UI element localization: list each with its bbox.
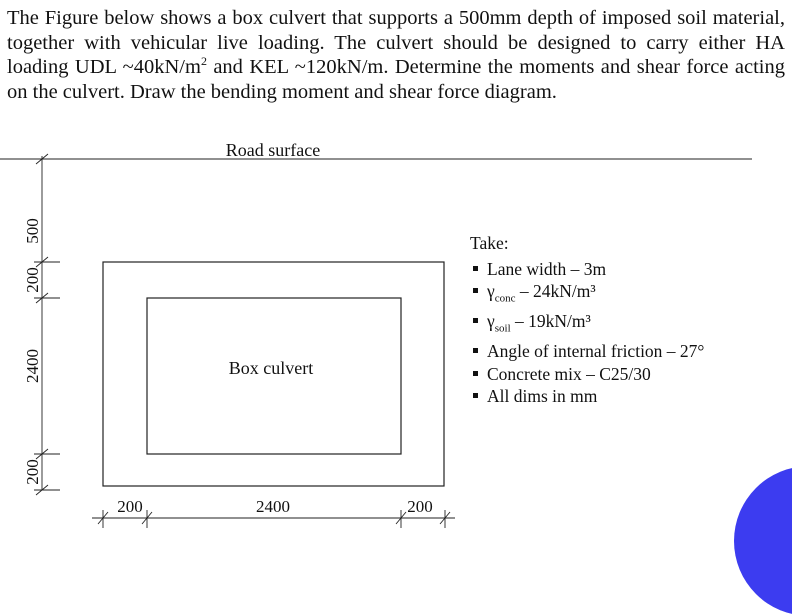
dim-horizontal-200-right: 200 — [407, 497, 433, 516]
list-item-friction-angle: Angle of internal friction – 27° — [470, 340, 770, 363]
dim-vertical-200-top: 200 — [23, 267, 42, 293]
dim-vertical-2400: 2400 — [23, 349, 42, 383]
problem-superscript: 2 — [200, 54, 207, 69]
dim-horizontal-2400: 2400 — [256, 497, 290, 516]
list-item-concrete-mix: Concrete mix – C25/30 — [470, 363, 770, 386]
box-culvert-label: Box culvert — [228, 358, 314, 378]
dim-vertical-200-bottom: 200 — [23, 459, 42, 485]
dim-vertical-500: 500 — [23, 218, 42, 244]
list-item-gamma-concrete: $\gamma_{conc} - 24kN/m^3$ — [470, 280, 770, 310]
take-title: Take: — [470, 233, 509, 253]
list-item-dimension-units: All dims in mm — [470, 385, 770, 408]
vertical-dimension-chain — [34, 154, 60, 495]
problem-text-part-2: and KEL ~120kN/m. Determine the moments and shear force acting on the culvert. Draw the bending moment and shear force diagram. — [7, 56, 785, 103]
gamma-symbol: γ — [487, 311, 495, 331]
given-values-list — [470, 258, 770, 408]
list-item-gamma-soil: $\gamma_{soil} - 19kN/m^3$ — [470, 310, 770, 340]
dim-horizontal-200-left: 200 — [117, 497, 143, 516]
problem-text-part-1: The Figure below shows a box culvert that supports a 500mm depth of imposed soil material, together with vehicular live loading. The culvert should be designed to carry either HA loading UDL ~40kN/m — [7, 7, 785, 79]
road-surface-label: Road surface — [225, 140, 321, 160]
given-values-box — [470, 232, 770, 408]
list-item-lane-width: Lane width – 3m — [470, 258, 770, 281]
gamma-symbol: γ — [487, 281, 495, 301]
